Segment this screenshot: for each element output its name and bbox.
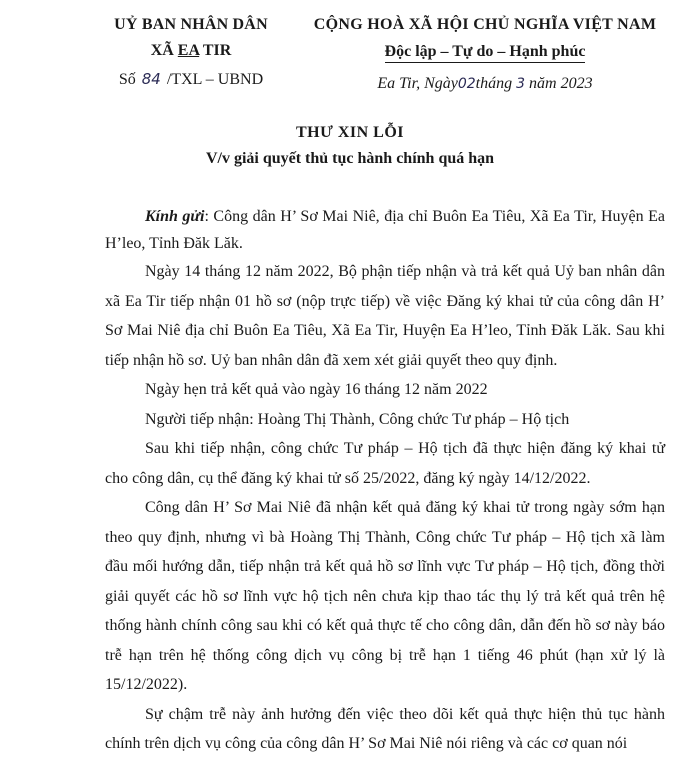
doc-no-suffix: /TXL – UBND [162,71,264,88]
date-line [290,71,680,97]
date-day: 02 [457,76,476,92]
paragraph-3: Người tiếp nhận: Hoàng Thị Thành, Công chức Tư pháp – Hộ tịch [145,410,570,428]
org-line-2-prefix: XÃ [150,42,178,59]
date-mid: tháng [475,75,517,92]
date-suffix: năm 2023 [525,75,593,92]
country-name: CỘNG HOÀ XÃ HỘI CHỦ NGHĨA VIỆT NAM [313,16,657,33]
paragraph-6: Sự chậm trễ này ảnh hưởng đến việc theo dõi kết quả thực hiện thủ tục hành chính trên dịch vụ công của công dân H’ Sơ Mai Niê nói riêng và các cơ quan nói [105,705,665,752]
org-line-1: UỶ BAN NHÂN DÂN [114,16,268,33]
paragraph-4: Sau khi tiếp nhận, công chức Tư pháp – Hộ tịch đã thực hiện đăng ký khai tử cho công dân, cụ thể đăng ký khai tử số 25/2022, đăng ký ngày 14/12/2022. [105,440,665,487]
org-line-2 [96,38,286,64]
salutation-text: : Công dân H’ Sơ Mai Niê, địa chỉ Buôn Ea Tiêu, Xã Ea Tir, Huyện Ea H’leo, Tỉnh Đăk Lăk. [105,208,666,252]
paragraph-5: Công dân H’ Sơ Mai Niê đã nhận kết quả đăng ký khai tử trong ngày sớm hạn theo quy định, nhưng vì bà Hoàng Thị Thành, Công chức Tư pháp – Hộ tịch xã làm đầu mối hướng dẫn, tiếp nhận trả kết quả hồ sơ lĩnh vực Tư pháp – Hộ tịch, đồng thời giải quyết các hồ sơ lĩnh vực hộ tịch nên chưa kịp thao tác thụ lý trả kết quả trên hệ thống hành chính công sau khi có kết quả thực tế cho công dân, dẫn đến hồ sơ này báo trễ hạn trên hệ thống công dịch vụ công bị trễ hạn 1 tiếng 46 phút (hạn xử lý là 15/12/2022). [105,499,665,693]
salutation [105,203,665,257]
document-title: THƯ XIN LỖI [295,124,405,141]
paragraph-2: Ngày hẹn trả kết quả vào ngày 16 tháng 12 năm 2022 [145,381,488,398]
date-month: 3 [516,76,526,92]
issuing-authority-block [96,12,286,93]
org-line-2-underlined: EA [177,42,200,59]
letter-body [105,203,665,759]
document-number [96,66,286,93]
national-motto: Độc lập – Tự do – Hạnh phúc [385,42,586,63]
doc-no-prefix: Số [118,71,140,88]
org-line-2-suffix: TIR [199,42,232,59]
salutation-label: Kính gửi [145,208,205,225]
doc-no-handwritten: 84 [141,70,161,88]
document-subtitle: V/v giải quyết thủ tục hành chính quá hạn [205,150,495,167]
national-header-block [290,12,680,97]
date-prefix: Ea Tir, Ngày [377,75,458,92]
paragraph-1: Ngày 14 tháng 12 năm 2022, Bộ phận tiếp nhận và trả kết quả Uỷ ban nhân dân xã Ea Tir tiếp nhận 01 hồ sơ (nộp trực tiếp) về việc Đăng ký khai tử của công dân H’ Sơ Mai Niê địa chỉ Buôn Ea Tiêu, Xã Ea Tir, Huyện Ea H’leo, Tỉnh Đăk Lăk. Sau khi tiếp nhận hồ sơ. Uỷ ban nhân dân đã xem xét giải quyết theo quy định. [105,263,665,369]
